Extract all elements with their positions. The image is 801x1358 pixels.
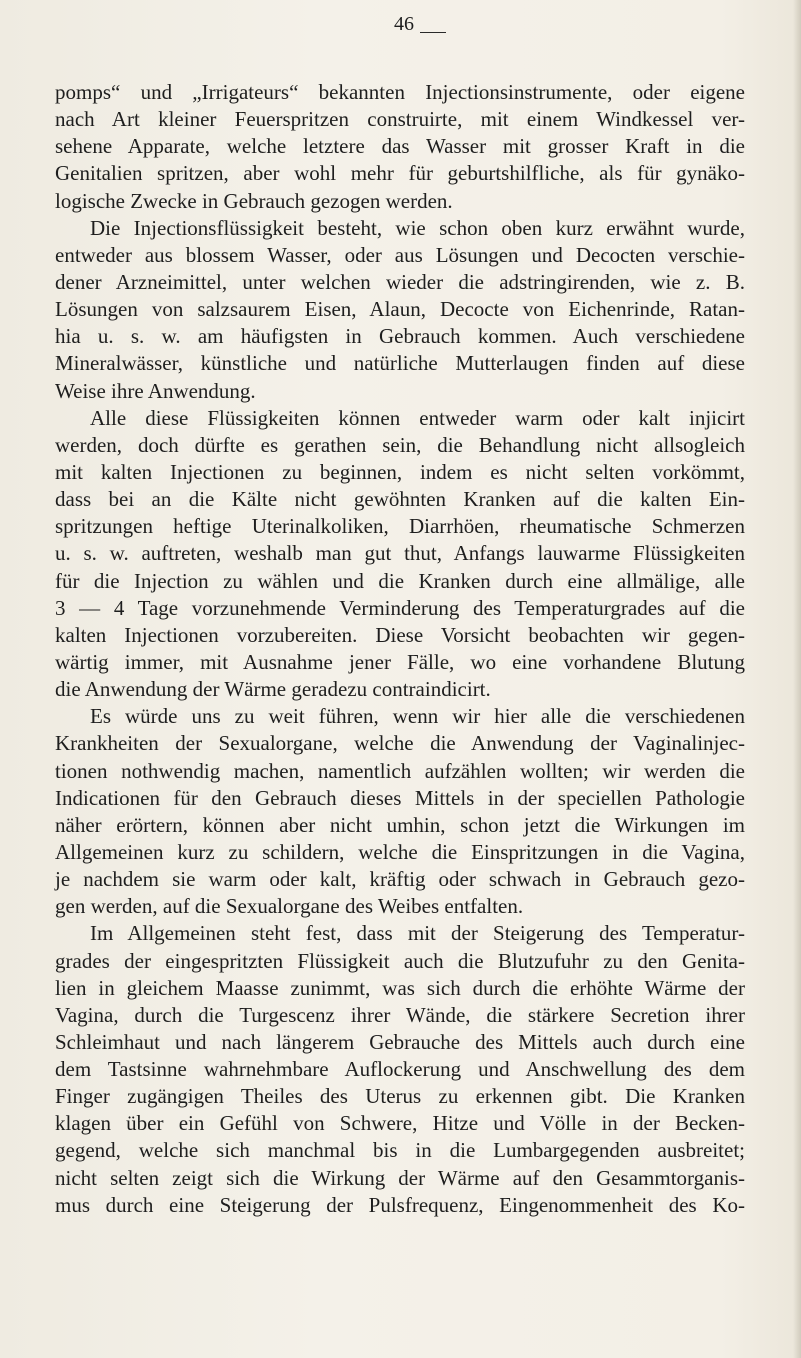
text-line: Mineralwässer, künstliche und natürliche Mutterlaugen finden auf diese	[55, 351, 745, 376]
text-line: hia u. s. w. am häufigsten in Gebrauch kommen. Auch verschiedene	[55, 324, 745, 349]
text-line: näher erörtern, können aber nicht umhin, schon jetzt die Wirkungen im	[55, 812, 745, 837]
text-line: grades der eingespritzten Flüssigkeit auch die Blutzufuhr zu den Genita-	[55, 948, 745, 973]
text-line: lien in gleichem Maasse zunimmt, was sich durch die erhöhte Wärme der	[55, 975, 745, 1000]
text-line: Indicationen für den Gebrauch dieses Mittels in der speciellen Pathologie	[55, 785, 745, 810]
text-line: je nachdem sie warm oder kalt, kräftig oder schwach in Gebrauch gezo-	[55, 867, 745, 892]
text-line: Vagina, durch die Turgescenz ihrer Wände, die stärkere Secretion ihrer	[55, 1002, 745, 1027]
text-line: mit kalten Injectionen zu beginnen, indem es nicht selten vorkömmt,	[55, 459, 745, 484]
text-line: dener Arzneimittel, unter welchen wieder die adstringirenden, wie z. B.	[55, 269, 745, 294]
text-line: Es würde uns zu weit führen, wenn wir hier alle die verschiedenen	[90, 704, 745, 729]
text-line: Die Injectionsflüssigkeit besteht, wie schon oben kurz erwähnt wurde,	[90, 215, 745, 240]
text-line: wärtig immer, mit Ausnahme jener Fälle, wo eine vorhandene Blutung	[55, 649, 745, 674]
text-line: kalten Injectionen vorzubereiten. Diese Vorsicht beobachten wir gegen-	[55, 622, 745, 647]
text-line: tionen nothwendig machen, namentlich aufzählen wollten; wir werden die	[55, 758, 745, 783]
text-line: Im Allgemeinen steht fest, dass mit der Steigerung des Temperatur-	[90, 921, 745, 946]
text-line: 3 — 4 Tage vorzunehmende Verminderung des Temperaturgrades auf die	[55, 595, 745, 620]
text-line: Lösungen von salzsaurem Eisen, Alaun, Decocte von Eichenrinde, Ratan-	[55, 297, 745, 322]
text-line: Weise ihre Anwendung.	[55, 378, 256, 403]
text-line: gen werden, auf die Sexualorgane des Weibes entfalten.	[55, 894, 524, 919]
text-line: u. s. w. auftreten, weshalb man gut thut, Anfangs lauwarme Flüssigkeiten	[55, 541, 745, 566]
text-line: Alle diese Flüssigkeiten können entweder warm oder kalt injicirt	[90, 405, 745, 430]
text-line: Genitalien spritzen, aber wohl mehr für geburtshilfliche, als für gynäko-	[55, 161, 745, 186]
text-line: dem Tastsinne wahrnehmbare Auflockerung und Anschwellung des dem	[55, 1057, 745, 1082]
text-line: dass bei an die Kälte nicht gewöhnten Kranken auf die kalten Ein-	[55, 487, 745, 512]
text-line: mus durch eine Steigerung der Pulsfrequenz, Eingenommenheit des Ko-	[55, 1192, 745, 1217]
text-line: für die Injection zu wählen und die Kranken durch eine allmälige, alle	[55, 568, 745, 593]
page-edge-shadow	[793, 0, 801, 1358]
text-line: entweder aus blossem Wasser, oder aus Lösungen und Decocten verschie-	[55, 242, 745, 267]
text-line: spritzungen heftige Uterinalkoliken, Diarrhöen, rheumatische Schmerzen	[55, 514, 745, 539]
text-line: die Anwendung der Wärme geradezu contraindicirt.	[55, 677, 491, 702]
text-line: Allgemeinen kurz zu schildern, welche die Einspritzungen in die Vagina,	[55, 839, 745, 864]
page-number-underline	[420, 32, 446, 33]
text-line: Finger zugängigen Theiles des Uterus zu erkennen gibt. Die Kranken	[55, 1084, 745, 1109]
text-line: gegend, welche sich manchmal bis in die Lumbargegenden ausbreitet;	[55, 1138, 745, 1163]
text-line: Schleimhaut und nach längerem Gebrauche des Mittels auch durch eine	[55, 1029, 745, 1054]
body-text	[55, 79, 745, 1219]
text-line: sehene Apparate, welche letztere das Wasser mit grosser Kraft in die	[55, 134, 745, 159]
text-line: werden, doch dürfte es gerathen sein, die Behandlung nicht allsogleich	[55, 432, 745, 457]
text-line: klagen über ein Gefühl von Schwere, Hitze und Völle in der Becken-	[55, 1111, 745, 1136]
text-line: nicht selten zeigt sich die Wirkung der Wärme auf den Gesammtorganis-	[55, 1165, 745, 1190]
text-line: pomps“ und „Irrigateurs“ bekannten Injectionsinstrumente, oder eigene	[55, 80, 745, 104]
text-line: logische Zwecke in Gebrauch gezogen werden.	[55, 188, 453, 213]
text-line: nach Art kleiner Feuerspritzen construirte, mit einem Windkessel ver-	[55, 107, 745, 132]
text-line: Krankheiten der Sexualorgane, welche die Anwendung der Vaginalinjec-	[55, 731, 745, 756]
page-number: 46	[394, 13, 414, 35]
